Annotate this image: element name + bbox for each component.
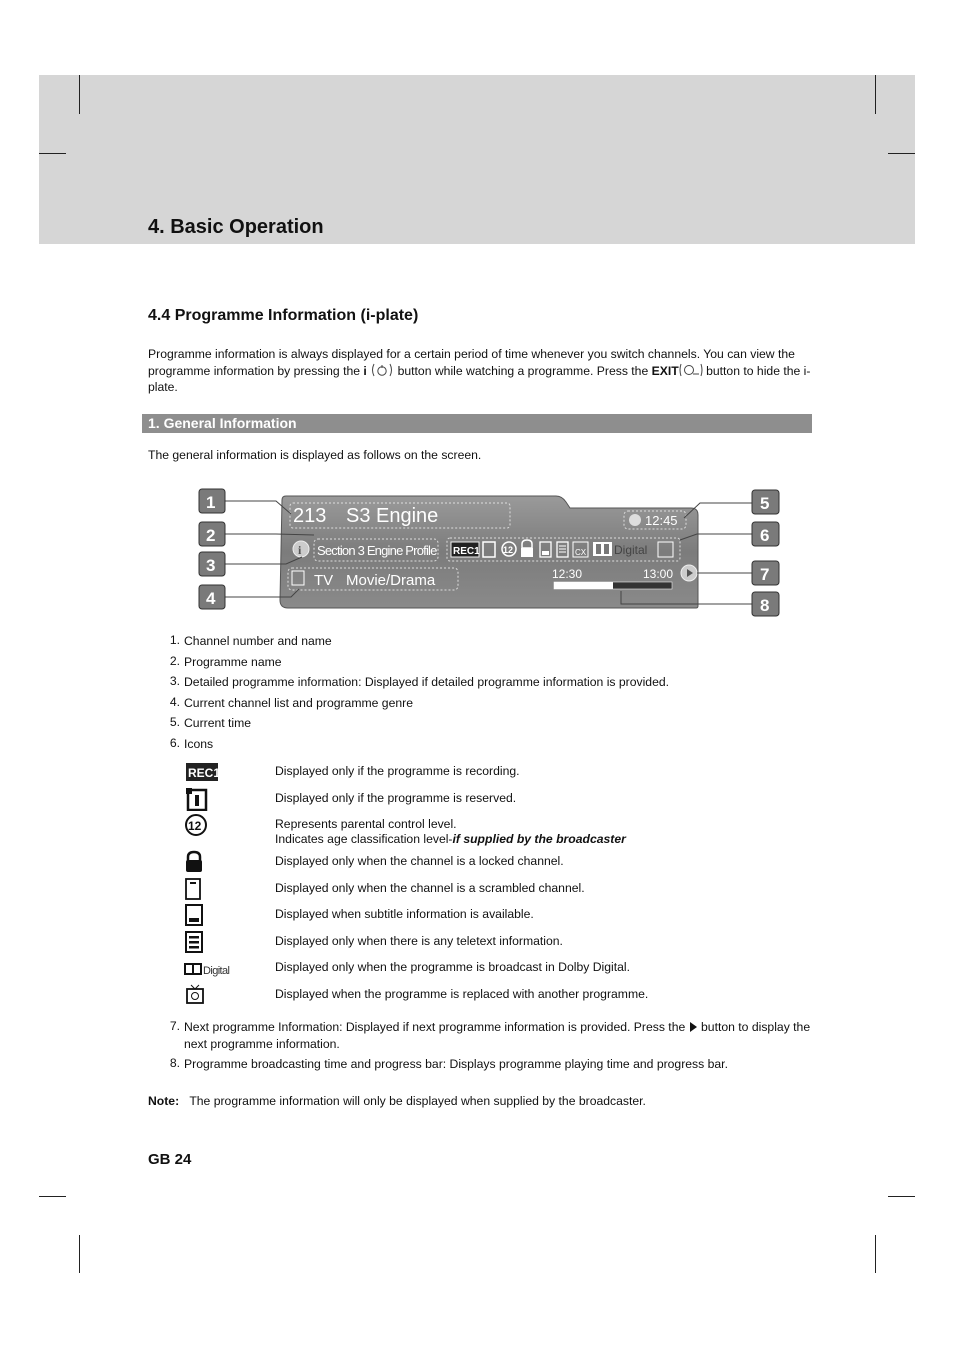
programme-name: Section 3 Engine Profile: [317, 543, 437, 558]
progress-fill: [554, 582, 613, 589]
chapter-title: 4. Basic Operation: [148, 216, 324, 238]
crop-mark: [79, 75, 80, 114]
svg-text:8: 8: [760, 596, 770, 615]
intro-text-3: button to hide the i-plate.: [148, 363, 811, 394]
crop-mark: [875, 1235, 876, 1273]
i-button-label: i: [363, 363, 367, 378]
crop-mark: [39, 153, 66, 154]
end-time: 13:00: [643, 567, 674, 581]
parental-text-emphasis: if supplied by the broadcaster: [452, 832, 626, 846]
genre: Movie/Drama: [346, 572, 436, 589]
note-label: Note:: [148, 1094, 180, 1108]
lead-text: The general information is displayed as follows on the screen.: [148, 448, 482, 462]
section-title: 4.4 Programme Information (i-plate): [148, 307, 419, 324]
info-button-icon: [370, 363, 394, 377]
parental-12-icon: [184, 813, 244, 837]
teletext-icon: [184, 930, 244, 954]
note-text: The programme information will only be displayed when supplied by the broadcaster.: [189, 1094, 646, 1108]
general-information-heading: 1. General Information: [142, 414, 812, 433]
intro-text-1: Programme information is always displayed for a certain period of time whenever you switch channels. You can view the programme information by pressing the: [148, 347, 795, 378]
svg-text:CX: CX: [575, 548, 587, 557]
item-7-text-2: button to display the next programme information.: [184, 1020, 811, 1051]
crop-mark: [888, 153, 915, 154]
svg-text:Digital: Digital: [614, 543, 648, 557]
svg-text:12: 12: [503, 545, 514, 555]
channel-name: S3 Engine: [346, 505, 439, 527]
item-7-text-1: Next programme Information: Displayed if next programme information is provided. Press the: [184, 1020, 689, 1034]
svg-text:i: i: [298, 543, 302, 557]
svg-text:1: 1: [206, 493, 216, 512]
svg-text:REC1: REC1: [453, 546, 480, 557]
right-arrow-icon: [689, 1021, 698, 1033]
parental-text-2: Indicates age classification level-: [275, 832, 453, 846]
exit-button-icon: [679, 363, 703, 377]
rec-icon: [184, 760, 244, 784]
exit-button-label: EXIT: [651, 363, 679, 378]
svg-text:7: 7: [760, 565, 770, 584]
parental-text: Represents parental control level.: [275, 817, 457, 831]
current-time: 12:45: [645, 513, 678, 528]
reserved-icon: [184, 787, 244, 811]
replacement-icon: [184, 983, 244, 1007]
page-number: GB 24: [148, 1151, 192, 1168]
crop-mark: [875, 75, 876, 114]
dolby-digital-icon: [184, 956, 244, 980]
scrambled-icon: [184, 877, 244, 901]
svg-text:REC1: REC1: [188, 766, 221, 780]
channel-number: 213: [293, 505, 327, 527]
start-time: 12:30: [552, 567, 583, 581]
dolby-digital-icon: [593, 542, 612, 556]
crop-mark: [79, 1235, 80, 1273]
svg-text:3: 3: [206, 556, 216, 575]
intro-paragraph: [148, 347, 816, 395]
svg-text:2: 2: [206, 526, 216, 545]
intro-text-2: button while watching a programme. Press the: [394, 363, 652, 378]
svg-text:4: 4: [206, 589, 216, 608]
i-plate-illustration: [196, 484, 786, 622]
crop-mark: [39, 1196, 66, 1197]
note: [148, 1094, 646, 1108]
crop-mark: [888, 1196, 915, 1197]
svg-text:12: 12: [188, 819, 202, 833]
svg-text:5: 5: [760, 494, 770, 513]
svg-text:Digital: Digital: [203, 965, 230, 977]
lock-icon: [184, 850, 244, 874]
channel-list: TV: [314, 572, 334, 589]
svg-text:6: 6: [760, 526, 770, 545]
clock-icon: [629, 514, 641, 526]
subtitle-icon: [184, 903, 244, 927]
